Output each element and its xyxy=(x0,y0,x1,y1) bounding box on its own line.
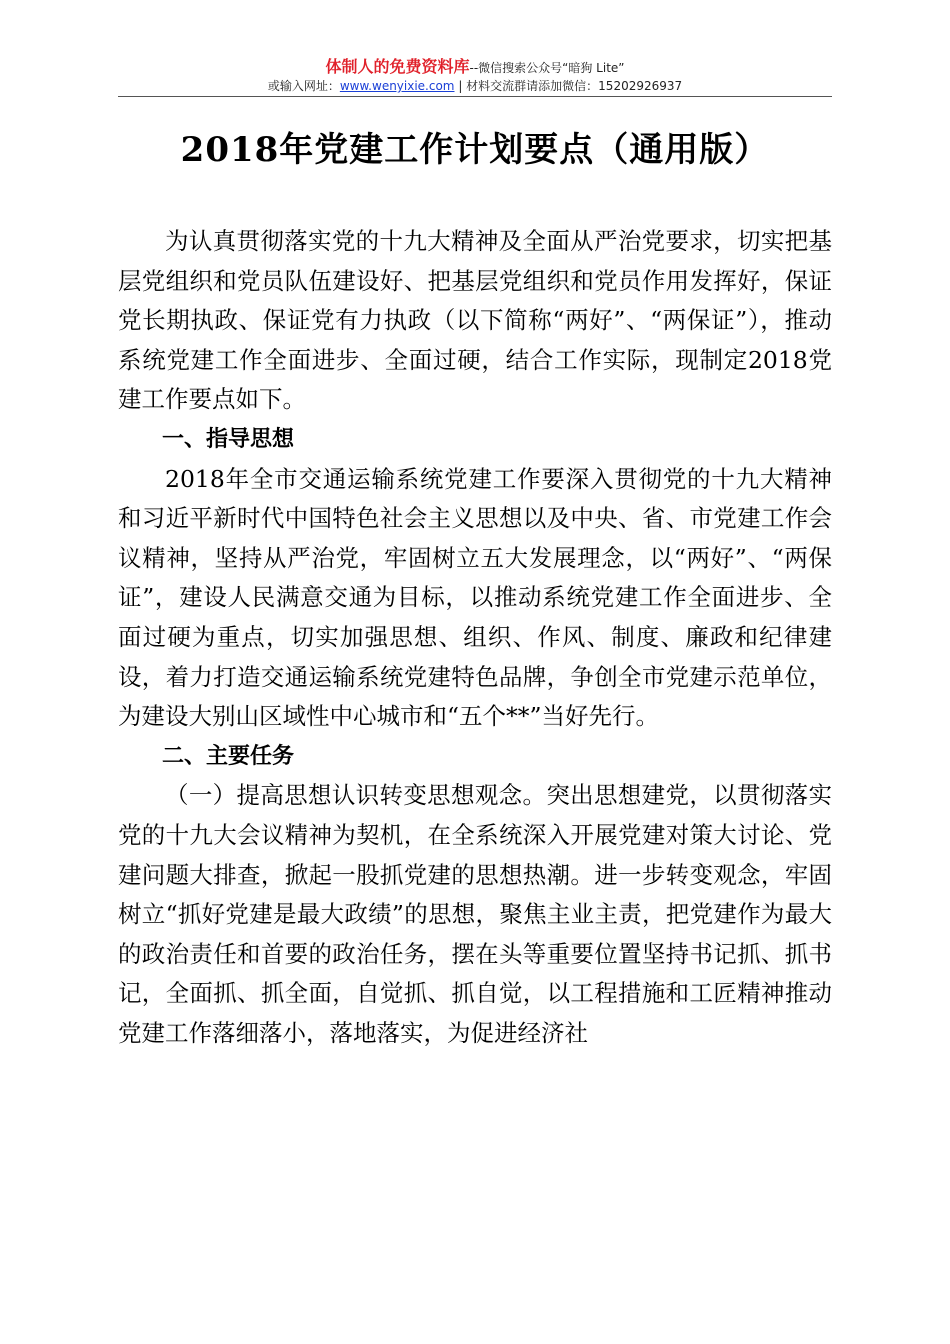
header-line-1 xyxy=(118,58,832,77)
document-body xyxy=(118,222,832,1053)
section-heading-main-tasks: 二、主要任务 xyxy=(162,743,295,769)
page-header xyxy=(118,58,832,95)
header-contact: | 材料交流群请添加微信：15202926937 xyxy=(454,79,683,93)
header-website-link[interactable]: www.wenyixie.com xyxy=(339,79,455,93)
task-1-paragraph: （一）提高思想认识转变思想观念。突出思想建党，以贯彻落实党的十九大会议精神为契机，在全系统深入开展党建对策大讨论、党建问题大排查，掀起一股抓党建的思想热潮。进一步转变观念，牢固树立“抓好党建是最大政绩”的思想，聚焦主业主责，把党建作为最大的政治责任和首要的政治任务，摆在头等重要位置坚持书记抓、抓书记，全面抓、抓全面，自觉抓、抓自觉，以工程措施和工匠精神推动党建工作落细落小，落地落实，为促进经济社 xyxy=(118,781,832,1047)
header-url-prefix: 或输入网址： xyxy=(267,79,340,93)
header-tagline: --微信搜索公众号“暗狗 Lite” xyxy=(469,61,625,75)
guiding-ideology-paragraph: 2018年全市交通运输系统党建工作要深入贯彻党的十九大精神和习近平新时代中国特色社会主义思想以及中央、省、市党建工作会议精神，坚持从严治党，牢固树立五大发展理念，以“两好”、“两保证”，建设人民满意交通为目标，以推动系统党建工作全面进步、全面过硬为重点，切实加强思想、组织、作风、制度、廉政和纪律建设，着力打造交通运输系统党建特色品牌，争创全市党建示范单位，为建设大别山区域性中心城市和“五个**”当好先行。 xyxy=(118,464,832,731)
intro-paragraph: 为认真贯彻落实党的十九大精神及全面从严治党要求，切实把基层党组织和党员队伍建设好、把基层党组织和党员作用发挥好，保证党长期执政、保证党有力执政（以下简称“两好”、“两保证”），推动系统党建工作全面进步、全面过硬，结合工作实际，现制定2018党建工作要点如下。 xyxy=(118,227,832,414)
header-line-2 xyxy=(118,77,832,95)
header-brand: 体制人的免费资料库 xyxy=(325,57,470,76)
header-divider xyxy=(118,96,832,97)
section-heading-guiding-ideology: 一、指导思想 xyxy=(162,426,295,452)
document-title: 2018年党建工作计划要点（通用版） xyxy=(180,130,770,170)
